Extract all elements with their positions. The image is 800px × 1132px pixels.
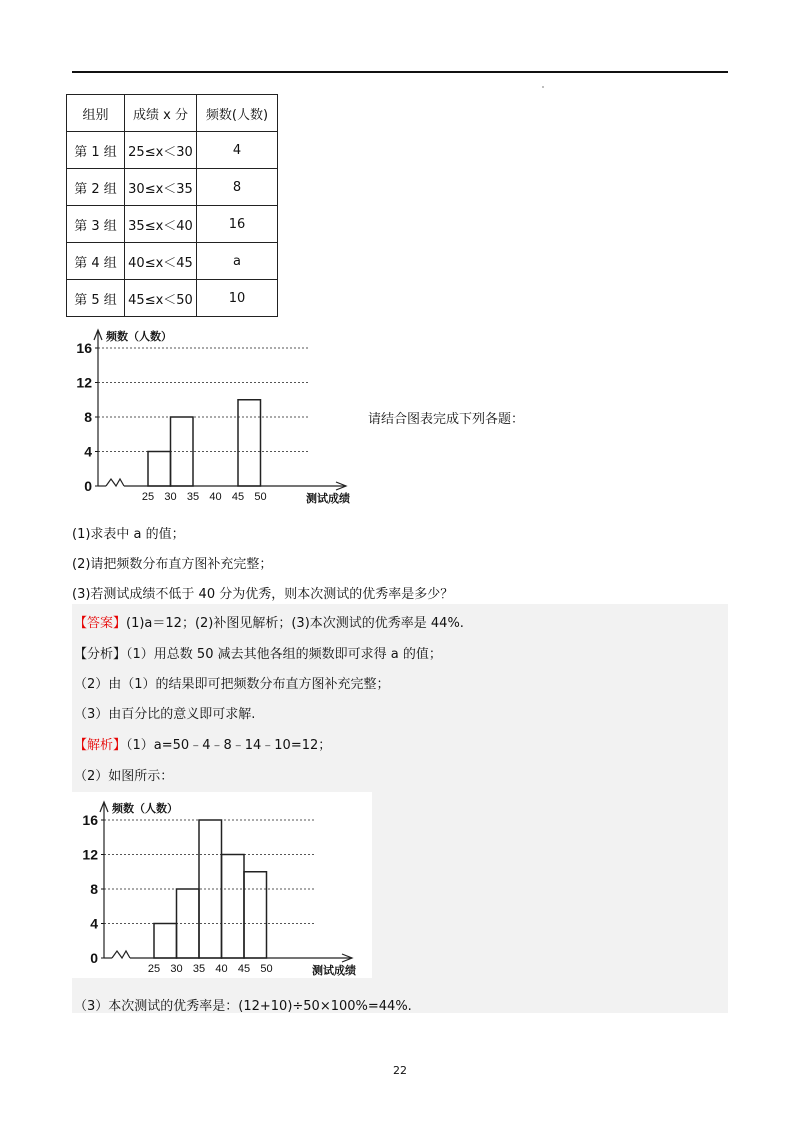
x-tick-label: 25	[147, 963, 161, 975]
instruction-text: 请结合图表完成下列各题：	[368, 412, 525, 427]
histogram-complete	[72, 792, 372, 978]
solution-line-3: （3）本次测试的优秀率是：(12+10)÷50×100%=44%.	[74, 999, 412, 1014]
x-tick-label: 50	[260, 963, 273, 975]
x-tick-label: 40	[209, 491, 222, 503]
table-header-cell: 组别	[67, 95, 125, 132]
table-header-cell: 成绩 x 分	[125, 95, 197, 132]
histogram-bar	[171, 417, 194, 486]
table-cell: 第 4 组	[67, 243, 125, 280]
y-tick-label: 16	[76, 340, 92, 356]
y-tick-label: 8	[84, 409, 92, 425]
x-tick-label: 30	[170, 963, 183, 975]
table-cell: 4	[197, 132, 278, 169]
table-row	[67, 280, 278, 317]
x-tick-label: 50	[254, 491, 267, 503]
x-tick-label: 45	[231, 491, 245, 503]
table-cell: a	[197, 243, 278, 280]
table-cell: 35≤x＜40	[125, 206, 197, 243]
histogram-bar	[238, 400, 261, 486]
answer-tag: 【答案】	[74, 616, 127, 631]
histogram-bar	[154, 924, 177, 959]
y-tick-label: 4	[84, 443, 92, 460]
analysis-line-3: （3）由百分比的意义即可求解.	[74, 707, 256, 722]
table-cell: 第 5 组	[67, 280, 125, 317]
solution-tag: 【解析】	[74, 738, 127, 753]
y-tick-label: 8	[90, 881, 98, 897]
histogram-incomplete-svg	[66, 320, 366, 505]
table-header-cell: 频数(人数)	[197, 95, 278, 132]
answer-line	[74, 612, 464, 631]
histogram-bar	[148, 452, 171, 487]
table-row	[67, 169, 278, 206]
analysis-text: （1）用总数 50 减去其他各组的频数即可求得 a 的值；	[126, 647, 442, 662]
y-axis-label: 频数（人数）	[112, 803, 178, 815]
x-tick-label: 40	[215, 963, 228, 975]
table-cell: 第 3 组	[67, 206, 125, 243]
table-cell: 10	[197, 280, 278, 317]
table-header-row	[67, 95, 278, 132]
table-cell: 第 1 组	[67, 132, 125, 169]
analysis-line-2: （2）由（1）的结果即可把频数分布直方图补充完整；	[74, 677, 390, 692]
answer-text: (1)a＝12；(2)补图见解析；(3)本次测试的优秀率是 44%.	[126, 616, 464, 631]
y-tick-label: 4	[90, 915, 98, 932]
analysis-tag: 【分析】	[74, 647, 127, 662]
table-cell: 8	[197, 169, 278, 206]
table-cell: 40≤x＜45	[125, 243, 197, 280]
x-tick-label: 35	[192, 963, 206, 975]
histogram-bar	[177, 889, 200, 958]
y-tick-label: 0	[90, 950, 98, 966]
analysis-line-1	[74, 643, 442, 662]
question-1: (1)求表中 a 的值；	[72, 527, 185, 542]
solution-line-1	[74, 734, 331, 753]
table-row	[67, 206, 278, 243]
frequency-table	[66, 94, 278, 317]
question-2: (2)请把频数分布直方图补充完整；	[72, 557, 273, 572]
y-tick-label: 16	[82, 812, 98, 828]
histogram-incomplete	[66, 320, 366, 505]
table-cell: 25≤x＜30	[125, 132, 197, 169]
x-tick-label: 30	[164, 491, 177, 503]
x-tick-label: 35	[186, 491, 200, 503]
axis-break-icon	[112, 951, 130, 958]
axis-break-icon	[106, 479, 124, 486]
table-cell: 第 2 组	[67, 169, 125, 206]
x-axis-label: 测试成绩	[306, 493, 350, 505]
table-cell: 45≤x＜50	[125, 280, 197, 317]
x-tick-label: 25	[141, 491, 155, 503]
x-axis-label: 测试成绩	[312, 965, 356, 977]
x-tick-label: 45	[237, 963, 251, 975]
table-row	[67, 132, 278, 169]
dot-mark	[542, 86, 544, 88]
table-cell: 30≤x＜35	[125, 169, 197, 206]
histogram-bar	[199, 820, 222, 958]
y-tick-label: 12	[82, 846, 98, 863]
histogram-bar	[244, 872, 267, 958]
solution-line-2: （2）如图所示：	[74, 769, 174, 784]
y-axis-label: 频数（人数）	[106, 331, 172, 343]
table-row	[67, 243, 278, 280]
table-cell: 16	[197, 206, 278, 243]
solution-text: （1）a=50﹣4﹣8﹣14﹣10=12；	[126, 738, 332, 753]
page-number: 22	[393, 1064, 407, 1077]
histogram-complete-svg	[72, 792, 372, 978]
histogram-bar	[222, 855, 245, 959]
y-tick-label: 0	[84, 478, 92, 494]
header-rule	[72, 71, 728, 73]
question-3: (3)若测试成绩不低于 40 分为优秀，则本次测试的优秀率是多少？	[72, 587, 454, 602]
y-tick-label: 12	[76, 374, 92, 391]
